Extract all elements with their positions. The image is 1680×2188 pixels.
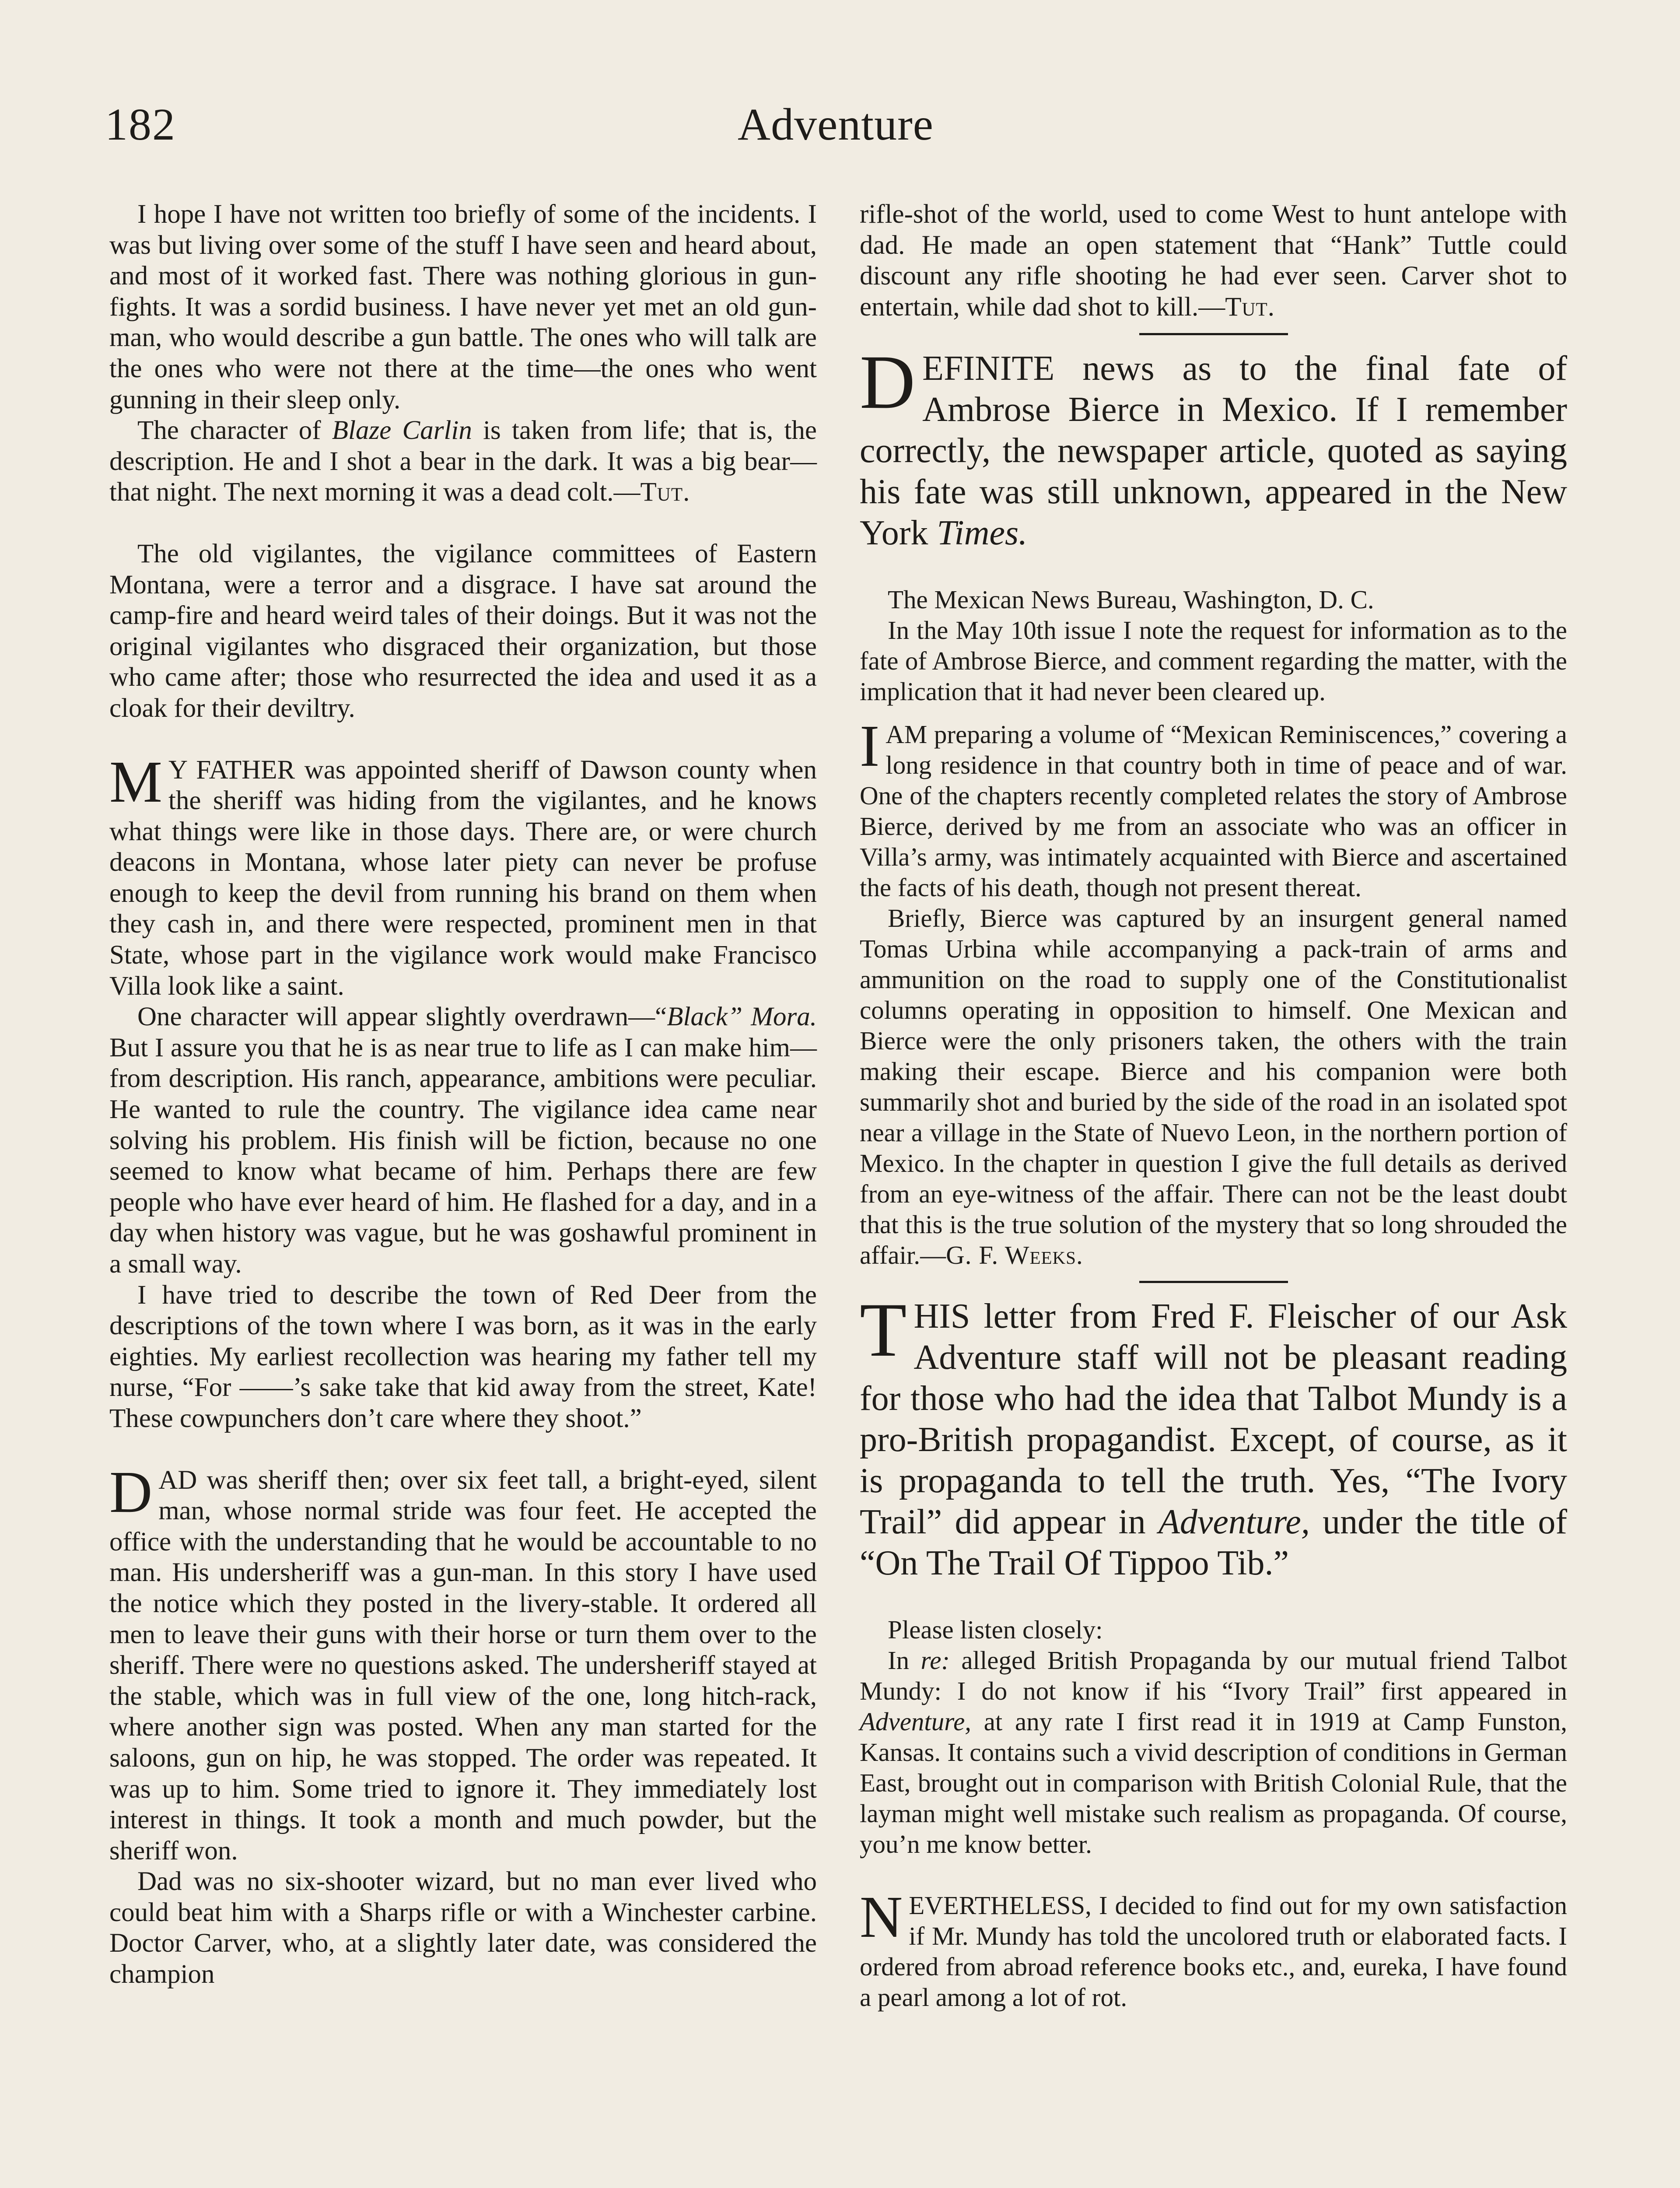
section-divider: [860, 1270, 1567, 1296]
character-name: Blaze Carlin: [332, 416, 472, 445]
paragraph-text: HIS letter from Fred F. Fleischer of our Ask Adventure staff will not be pleasant reading for those who had the idea that Talbot Mundy is a pro-British propagandist. Except, of course, as it is propaganda to tell the truth. Yes, “The Ivory Trail” did appear in: [860, 1297, 1567, 1542]
salutation: Please listen closely:: [888, 1615, 1103, 1645]
paragraph: [860, 713, 1567, 903]
divider-rule: [1139, 1281, 1288, 1283]
lead-paragraph: [860, 340, 1567, 554]
newspaper-name: Times.: [937, 514, 1028, 553]
paragraph: In the May 10th issue I note the request for information as to the fate of Ambrose Bierce, and comment regarding the matter, with the implication that it had never been cleared up.: [860, 616, 1567, 706]
paragraph-text: is taken from life; that is, the description. He and I shot a bear in the dark. It was a big bear—that night. The next morning it was a dead colt.—: [109, 416, 817, 507]
paragraph-text: under the title of “On The Trail Of Tippoo Tib.”: [860, 1503, 1567, 1583]
spacer: [109, 1434, 817, 1465]
latin-term: re:: [920, 1646, 950, 1675]
page-header: [105, 92, 1566, 158]
paragraph-text: EVERTHELESS, I decided to find out for my own satisfaction if Mr. Mundy has told the uncolored truth or elaborated facts. I ordered from abroad reference books etc., and, eureka, I have found a pearl among a lot of rot.: [860, 1891, 1567, 2012]
paragraph: I hope I have not written too briefly of some of the incidents. I was but living over some of the stuff I have seen and heard about, and most of it worked fast. There was nothing glorious in gun-fights. It was a sordid business. I have never yet met an old gun-man, who would describe a gun battle. The ones who will talk are the ones who were not there at the time—the ones who went gunning in their sleep only.: [109, 200, 817, 414]
drop-cap: M: [109, 749, 162, 815]
lead-paragraph: [860, 1287, 1567, 1584]
paragraph-text: The character of: [137, 416, 332, 445]
left-column: [109, 199, 817, 1990]
paragraph: I have tried to describe the town of Red Deer from the descriptions of the town where I was born, as it was in the early eighties. My earliest recollection was hearing my father tell my nurse, “For ——’s sake take that kid away from the street, Kate! These cowpunchers don’t care where they shoot.”: [109, 1280, 817, 1433]
paragraph-text: Y FATHER was appointed sheriff of Dawson county when the sheriff was hiding from the vigilantes, and he knows what things were like in those days. There are, or were church deacons in Montana, whose later piety can never be profuse enough to keep the devil from running his brand on them when they cash in, and there were respected, prominent men in that State, whose part in the vigilance work would make Francisco Villa look like a saint.: [109, 755, 817, 1001]
paragraph: [109, 415, 817, 508]
paragraph: [860, 903, 1567, 1270]
paragraph: [860, 1645, 1567, 1859]
paragraph: The old vigilantes, the vigilance committees of Eastern Montana, were a terror and a disgrace. I have sat around the camp-fire and heard weird tales of their doings. But it was not the original vigilantes who disgraced their organization, but those who came after; those who resurrected the idea and used it as a cloak for their deviltry.: [109, 539, 817, 723]
right-column: [860, 199, 1567, 2013]
character-name: Black” Mora.: [667, 1002, 817, 1032]
paragraph-text: alleged British Propaganda by our mutual friend Talbot Mundy: I do not know if his “Ivory Trail” first appeared in: [860, 1646, 1567, 1706]
spacer: [109, 508, 817, 539]
spacer: [860, 707, 1567, 719]
magazine-title: Adventure: [738, 99, 934, 150]
magazine-name: Adventure,: [860, 1707, 972, 1736]
signature: Tut.: [1225, 292, 1275, 322]
magazine-name: Adventure,: [1158, 1503, 1310, 1542]
section-divider: [860, 323, 1567, 348]
signature: Tut.: [640, 477, 690, 507]
letter-address: The Mexican News Bureau, Washington, D. C.: [888, 585, 1374, 614]
paragraph-text: In: [888, 1646, 921, 1675]
spacer: [860, 1584, 1567, 1614]
paragraph: [109, 1002, 817, 1280]
drop-cap: N: [860, 1884, 903, 1950]
drop-cap: I: [860, 713, 880, 779]
paragraph-text: EFINITE news as to the final fate of Ambrose Bierce in Mexico. If I remember correctly, the newspaper article, quoted as saying his fate was still unknown, appeared in the New York: [860, 349, 1567, 553]
spacer: [860, 1859, 1567, 1890]
paragraph-text: at any rate I first read it in 1919 at Camp Funston, Kansas. It contains such a vivid description of conditions in German East, brought out in comparison with British Colonial Rule, that the layman might well mistake such realism as propaganda. Of course, you’n me know better.: [860, 1707, 1567, 1859]
paragraph: [109, 1459, 817, 1867]
drop-cap: T: [860, 1287, 907, 1373]
paragraph-text: One character will appear slightly overdrawn—“: [137, 1002, 667, 1032]
paragraph-text: AM preparing a volume of “Mexican Reminiscences,” covering a long residence in that country both in time of peace and of war. One of the chapters recently completed relates the story of Ambrose Bierce, derived by me from an associate who was an officer in Villa’s army, was intimately acquainted with Bierce and ascertained the facts of his death, though not present thereat.: [860, 720, 1567, 902]
divider-rule: [1139, 333, 1288, 335]
paragraph: [860, 199, 1567, 323]
spacer: [109, 724, 817, 755]
drop-cap: D: [109, 1459, 153, 1525]
spacer: [860, 554, 1567, 584]
paragraph: Dad was no six-shooter wizard, but no man ever lived who could beat him with a Sharps rifle or with a Winchester carbine. Doctor Carver, who, at a slightly later date, was considered the champion: [109, 1867, 817, 1989]
paragraph-text: rifle-shot of the world, used to come West to hunt antelope with dad. He made an open statement that “Hank” Tuttle could discount any rifle shooting he had ever seen. Carver shot to entertain, while dad shot to kill.—: [860, 200, 1567, 322]
drop-cap: D: [860, 340, 916, 425]
page-number: 182: [105, 99, 176, 150]
paragraph-text: Briefly, Bierce was captured by an insurgent general named Tomas Urbina while accompanying a pack-train of arms and ammunition on the road to supply one of the Constitutionalist columns operating in opposition to himself. One Mexican and Bierce were the only prisoners taken, the others with the train making their escape. Bierce and his companion were both summarily shot and buried by the side of the road in an isolated spot near a village in the State of Nuevo Leon, in the northern portion of Mexico. In the chapter in question I give the full details as derived from an eye-witness of the affair. There can not be the least doubt that this is the true solution of the mystery that so long shrouded the affair.—: [860, 904, 1567, 1270]
signature: G. F. Weeks.: [946, 1241, 1083, 1270]
paragraph-text: AD was sheriff then; over six feet tall, a bright-eyed, silent man, whose normal stride was four feet. He accepted the office with the understanding that he would be accountable to no man. His undersheriff was a gun-man. In this story I have used the notice which they posted in the livery-stable. It ordered all men to leave their guns with their horse or turn them over to the sheriff. There were no questions asked. The undersheriff stayed at the stable, which was in full view of the one, long hitch-rack, where another sign was posted. When any man started for the saloons, gun on hip, he was stopped. The order was repeated. It was up to him. Some tried to ignore it. They immediately lost interest in things. It took a month and much powder, but the sheriff won.: [109, 1465, 817, 1865]
paragraph-text: But I assure you that he is as near true to life as I can make him—from description. His ranch, appearance, ambitions were peculiar. He wanted to rule the country. The vigilance idea came near solving his problem. His finish will be fiction, because no one seemed to know what became of him. Perhaps there are few people who have ever heard of him. He flashed for a day, and in a day when history was vague, but he was goshawful prominent in a small way.: [109, 1033, 817, 1279]
paragraph: [109, 749, 817, 1002]
paragraph: [860, 1884, 1567, 2013]
